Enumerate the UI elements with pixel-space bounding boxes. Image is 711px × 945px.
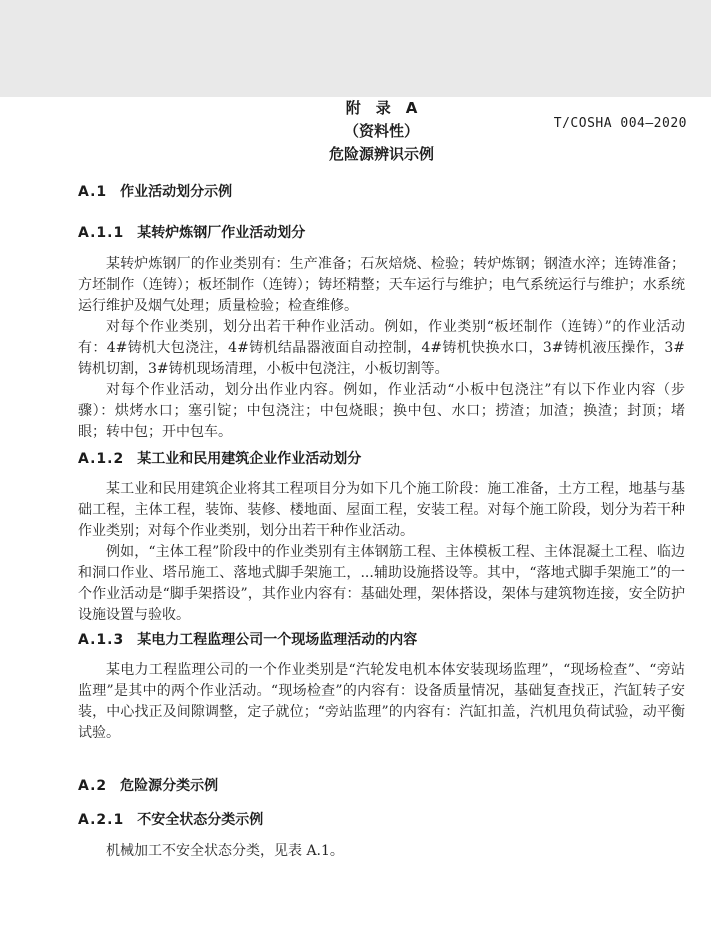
paragraph: 例如，“主体工程”阶段中的作业类别有主体钢筋工程、主体模板工程、主体混凝土工程、临边和洞口作业、塔吊施工、落地式脚手架施工，...辅助设施搭设等。其中，“落地式脚手架施工”的一个作业活动是“脚手架搭设”，其作业内容有：基础处理，架体搭设，架体与建筑物连接，安全防护设施设置与验收。 <box>78 544 685 623</box>
paragraph: 某转炉炼钢厂的作业类别有：生产准备；石灰焙烧、检验；转炉炼钢；钢渣水淬；连铸准备；方坯制作（连铸）；板坯制作（连铸）；铸坯精整；天车运行与维护；电气系统运行与维护；水系统运行维护及烟气处理；质量检验；检查维修。 <box>78 256 685 314</box>
paragraph: 对每个作业活动，划分出作业内容。例如，作业活动“小板中包浇注”有以下作业内容（步骤）：烘烤水口；塞引锭；中包浇注；中包烧眼；换中包、水口；捞渣；加渣；换渣；封顶；堵眼；转中包；开中包车。 <box>78 382 685 440</box>
section-number: A.1.1 <box>78 225 125 241</box>
paragraph: 某电力工程监理公司的一个作业类别是“汽轮发电机本体安装现场监理”，“现场检查”、“旁站监理”是其中的两个作业活动。“现场检查”的内容有：设备质量情况，基础复查找正，汽缸转子安装，中心找正及间隙调整，定子就位；“旁站监理”的内容有：汽缸扣盖，汽机甩负荷试验，动平衡试验。 <box>78 662 685 741</box>
section-heading-a1 <box>78 184 685 200</box>
section-heading-a1-2 <box>78 451 685 467</box>
appendix-title: 危险源辨识示例 <box>328 145 434 163</box>
paragraph: 对每个作业类别，划分出若干种作业活动。例如，作业类别“板坯制作（连铸）”的作业活动有：4#铸机大包浇注，4#铸机结晶器液面自动控制，4#铸机快换水口，3#铸机液压操作，3#铸机切割，3#铸机现场清理，小板中包浇注，小板切割等。 <box>78 319 685 377</box>
section-number: A.2 <box>78 778 108 794</box>
section-title: 危险源分类示例 <box>120 778 219 794</box>
section-number: A.1 <box>78 184 108 200</box>
document-page <box>0 97 711 945</box>
paragraph: 机械加工不安全状态分类，见表 A.1。 <box>106 843 344 859</box>
section-number: A.1.2 <box>78 451 125 467</box>
section-heading-a1-1 <box>78 225 685 241</box>
appendix-label: 附 录 A <box>345 99 418 117</box>
section-title: 某转炉炼钢厂作业活动划分 <box>137 225 306 241</box>
section-number: A.2.1 <box>78 812 125 828</box>
section-title: 作业活动划分示例 <box>120 184 233 200</box>
section-title: 某电力工程监理公司一个现场监理活动的内容 <box>137 632 418 648</box>
section-heading-a2 <box>78 778 685 794</box>
section-title: 某工业和民用建筑企业作业活动划分 <box>137 451 362 467</box>
section-title: 不安全状态分类示例 <box>137 812 264 828</box>
appendix-title-block <box>78 97 685 166</box>
section-heading-a1-3 <box>78 632 685 648</box>
appendix-type: （资料性） <box>343 122 419 140</box>
paragraph: 某工业和民用建筑企业将其工程项目分为如下几个施工阶段：施工准备，土方工程，地基与基础工程，主体工程，装饰、装修、楼地面、屋面工程，安装工程。对每个施工阶段，划分为若干种作业类别；对每个作业类别，划分出若干种作业活动。 <box>78 481 685 539</box>
doc-number: T/COSHA 004—2020 <box>553 116 687 131</box>
section-number: A.1.3 <box>78 632 125 648</box>
section-heading-a2-1 <box>78 812 685 828</box>
